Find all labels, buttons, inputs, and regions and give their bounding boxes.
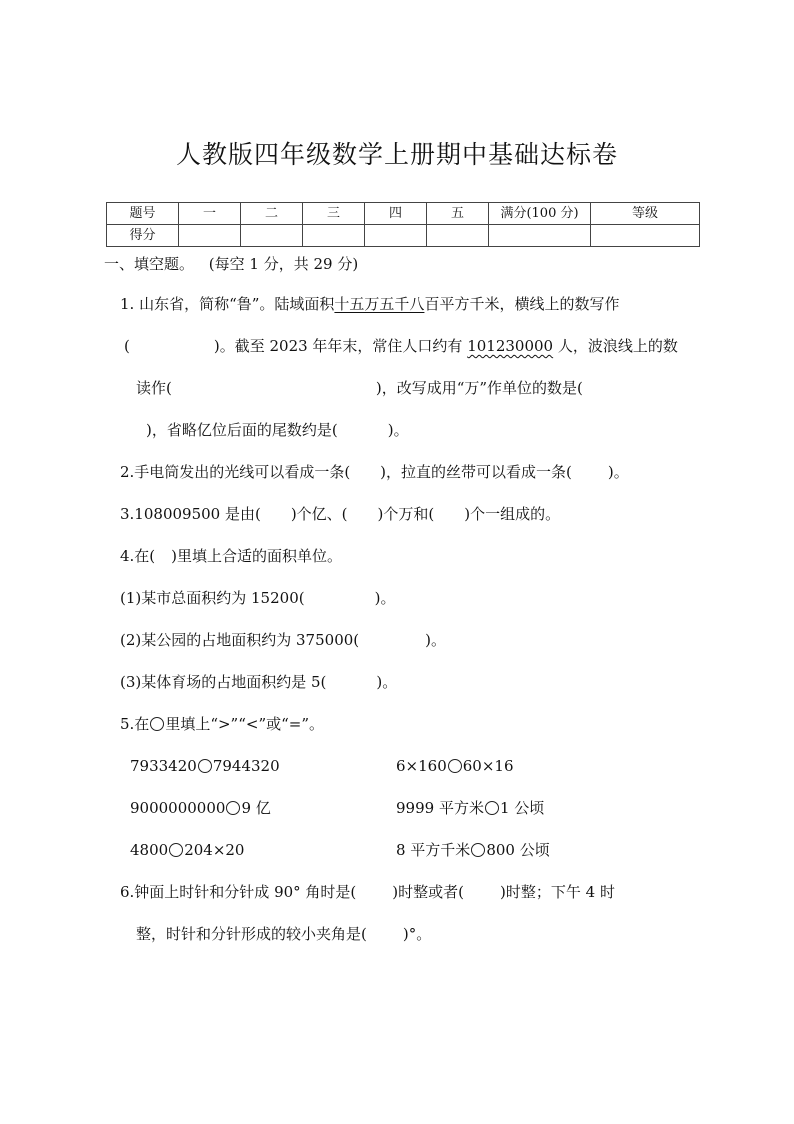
question-4-sub-3 (120, 672, 397, 692)
compare-right: 7944320 (212, 757, 280, 775)
table-cell: 等级 (591, 203, 700, 225)
score-input-cell[interactable] (179, 225, 241, 247)
question-text: )，改写成用“万”作单位的数是( (375, 379, 583, 397)
compare-left: 6×160 (396, 757, 447, 775)
question-text: )。 (374, 589, 396, 607)
question-text: )个一组成的。 (464, 505, 561, 523)
question-text: )里填上合适的面积单位。 (171, 547, 343, 565)
table-cell: 题号 (107, 203, 179, 225)
section-heading (104, 254, 358, 274)
compare-left: 7933420 (130, 757, 197, 775)
score-input-cell[interactable] (365, 225, 427, 247)
score-input-cell[interactable] (591, 225, 700, 247)
compare-item (396, 840, 550, 860)
score-input-cell[interactable] (241, 225, 303, 247)
question-text: 1. 山东省，简称“鲁”。陆域面积 (120, 295, 335, 313)
page-title: 人教版四年级数学上册期中基础达标卷 (175, 140, 618, 169)
question-text: (1)某市总面积约为 15200( (120, 589, 305, 607)
question-text: 整，时针和分针形成的较小夹角是( (136, 925, 367, 943)
question-text: 百平方千米，横线上的数写作 (424, 295, 620, 313)
question-text: 2.手电筒发出的光线可以看成一条( (120, 463, 351, 481)
compare-circle[interactable] (198, 759, 212, 773)
question-1-line-3 (136, 378, 583, 398)
table-cell: 满分(100 分) (489, 203, 591, 225)
question-text: (2)某公园的占地面积约为 375000( (120, 631, 360, 649)
compare-right: 204×20 (184, 841, 245, 859)
question-4-sub-1 (120, 588, 395, 608)
score-input-cell[interactable] (489, 225, 591, 247)
compare-circle[interactable] (169, 843, 183, 857)
compare-item (130, 798, 271, 818)
compare-circle[interactable] (471, 843, 485, 857)
score-table (106, 202, 700, 247)
section-title: 一、填空题。 (104, 255, 195, 273)
compare-circle[interactable] (448, 759, 462, 773)
score-table-header-row (107, 203, 700, 225)
compare-item (130, 840, 244, 860)
question-text: (3)某体育场的占地面积约是 5( (120, 673, 327, 691)
wavy-underlined-text: 101230000 (467, 337, 554, 355)
question-text: )。 (376, 673, 398, 691)
compare-item (396, 798, 544, 818)
question-6-line-1 (120, 882, 615, 902)
compare-circle[interactable] (226, 801, 240, 815)
question-text: )，拉直的丝带可以看成一条( (380, 463, 572, 481)
question-1-line-4 (146, 420, 409, 440)
compare-left: 9000000000 (130, 799, 226, 817)
question-text: 4.在( (120, 547, 156, 565)
score-input-cell[interactable] (303, 225, 365, 247)
question-text: )个亿、( (290, 505, 348, 523)
question-text: 读作( (136, 379, 172, 397)
compare-left: 8 平方千米 (396, 841, 471, 859)
question-4-sub-2 (120, 630, 446, 650)
table-cell: 三 (303, 203, 365, 225)
question-text: 5.在 (120, 715, 150, 733)
question-4 (120, 546, 342, 566)
question-text: )。截至 2023 年年末，常住人口约有 (213, 337, 468, 355)
compare-left: 4800 (130, 841, 169, 859)
table-cell: 四 (365, 203, 427, 225)
question-2 (120, 462, 629, 482)
question-text: 3.108009500 是由( (120, 505, 261, 523)
score-input-cell[interactable] (427, 225, 489, 247)
table-cell: 一 (179, 203, 241, 225)
question-text: ( (124, 337, 130, 355)
question-text: 人，波浪线上的数 (553, 337, 678, 355)
compare-item (396, 756, 514, 776)
circle-icon (150, 717, 164, 731)
question-text: 里填上“>”“<”或“=”。 (165, 715, 325, 733)
question-3 (120, 504, 560, 524)
compare-item (130, 756, 280, 776)
compare-right: 60×16 (462, 757, 514, 775)
question-text: )时整或者( (392, 883, 465, 901)
question-6-line-2 (136, 924, 431, 944)
question-5 (120, 714, 324, 734)
question-1-line-1 (120, 294, 619, 314)
question-text: )个万和( (377, 505, 435, 523)
compare-right: 9 亿 (241, 799, 271, 817)
section-note: (每空 1 分，共 29 分) (208, 255, 359, 273)
question-text: )。 (387, 421, 409, 439)
question-text: )，省略亿位后面的尾数约是( (146, 421, 338, 439)
question-text: )°。 (402, 925, 432, 943)
score-table-score-row (107, 225, 700, 247)
compare-circle[interactable] (485, 801, 499, 815)
underlined-text: 十五万五千八 (334, 295, 425, 313)
question-text: )。 (607, 463, 629, 481)
question-text: )。 (425, 631, 446, 649)
question-text: 6.钟面上时针和分针成 90° 角时是( (120, 883, 357, 901)
compare-right: 1 公顷 (499, 799, 545, 817)
question-1-line-2 (124, 336, 678, 356)
table-cell: 五 (427, 203, 489, 225)
compare-left: 9999 平方米 (396, 799, 484, 817)
table-cell: 得分 (107, 225, 179, 247)
table-cell: 二 (241, 203, 303, 225)
question-text: )时整；下午 4 时 (500, 883, 615, 901)
compare-right: 800 公顷 (486, 841, 550, 859)
